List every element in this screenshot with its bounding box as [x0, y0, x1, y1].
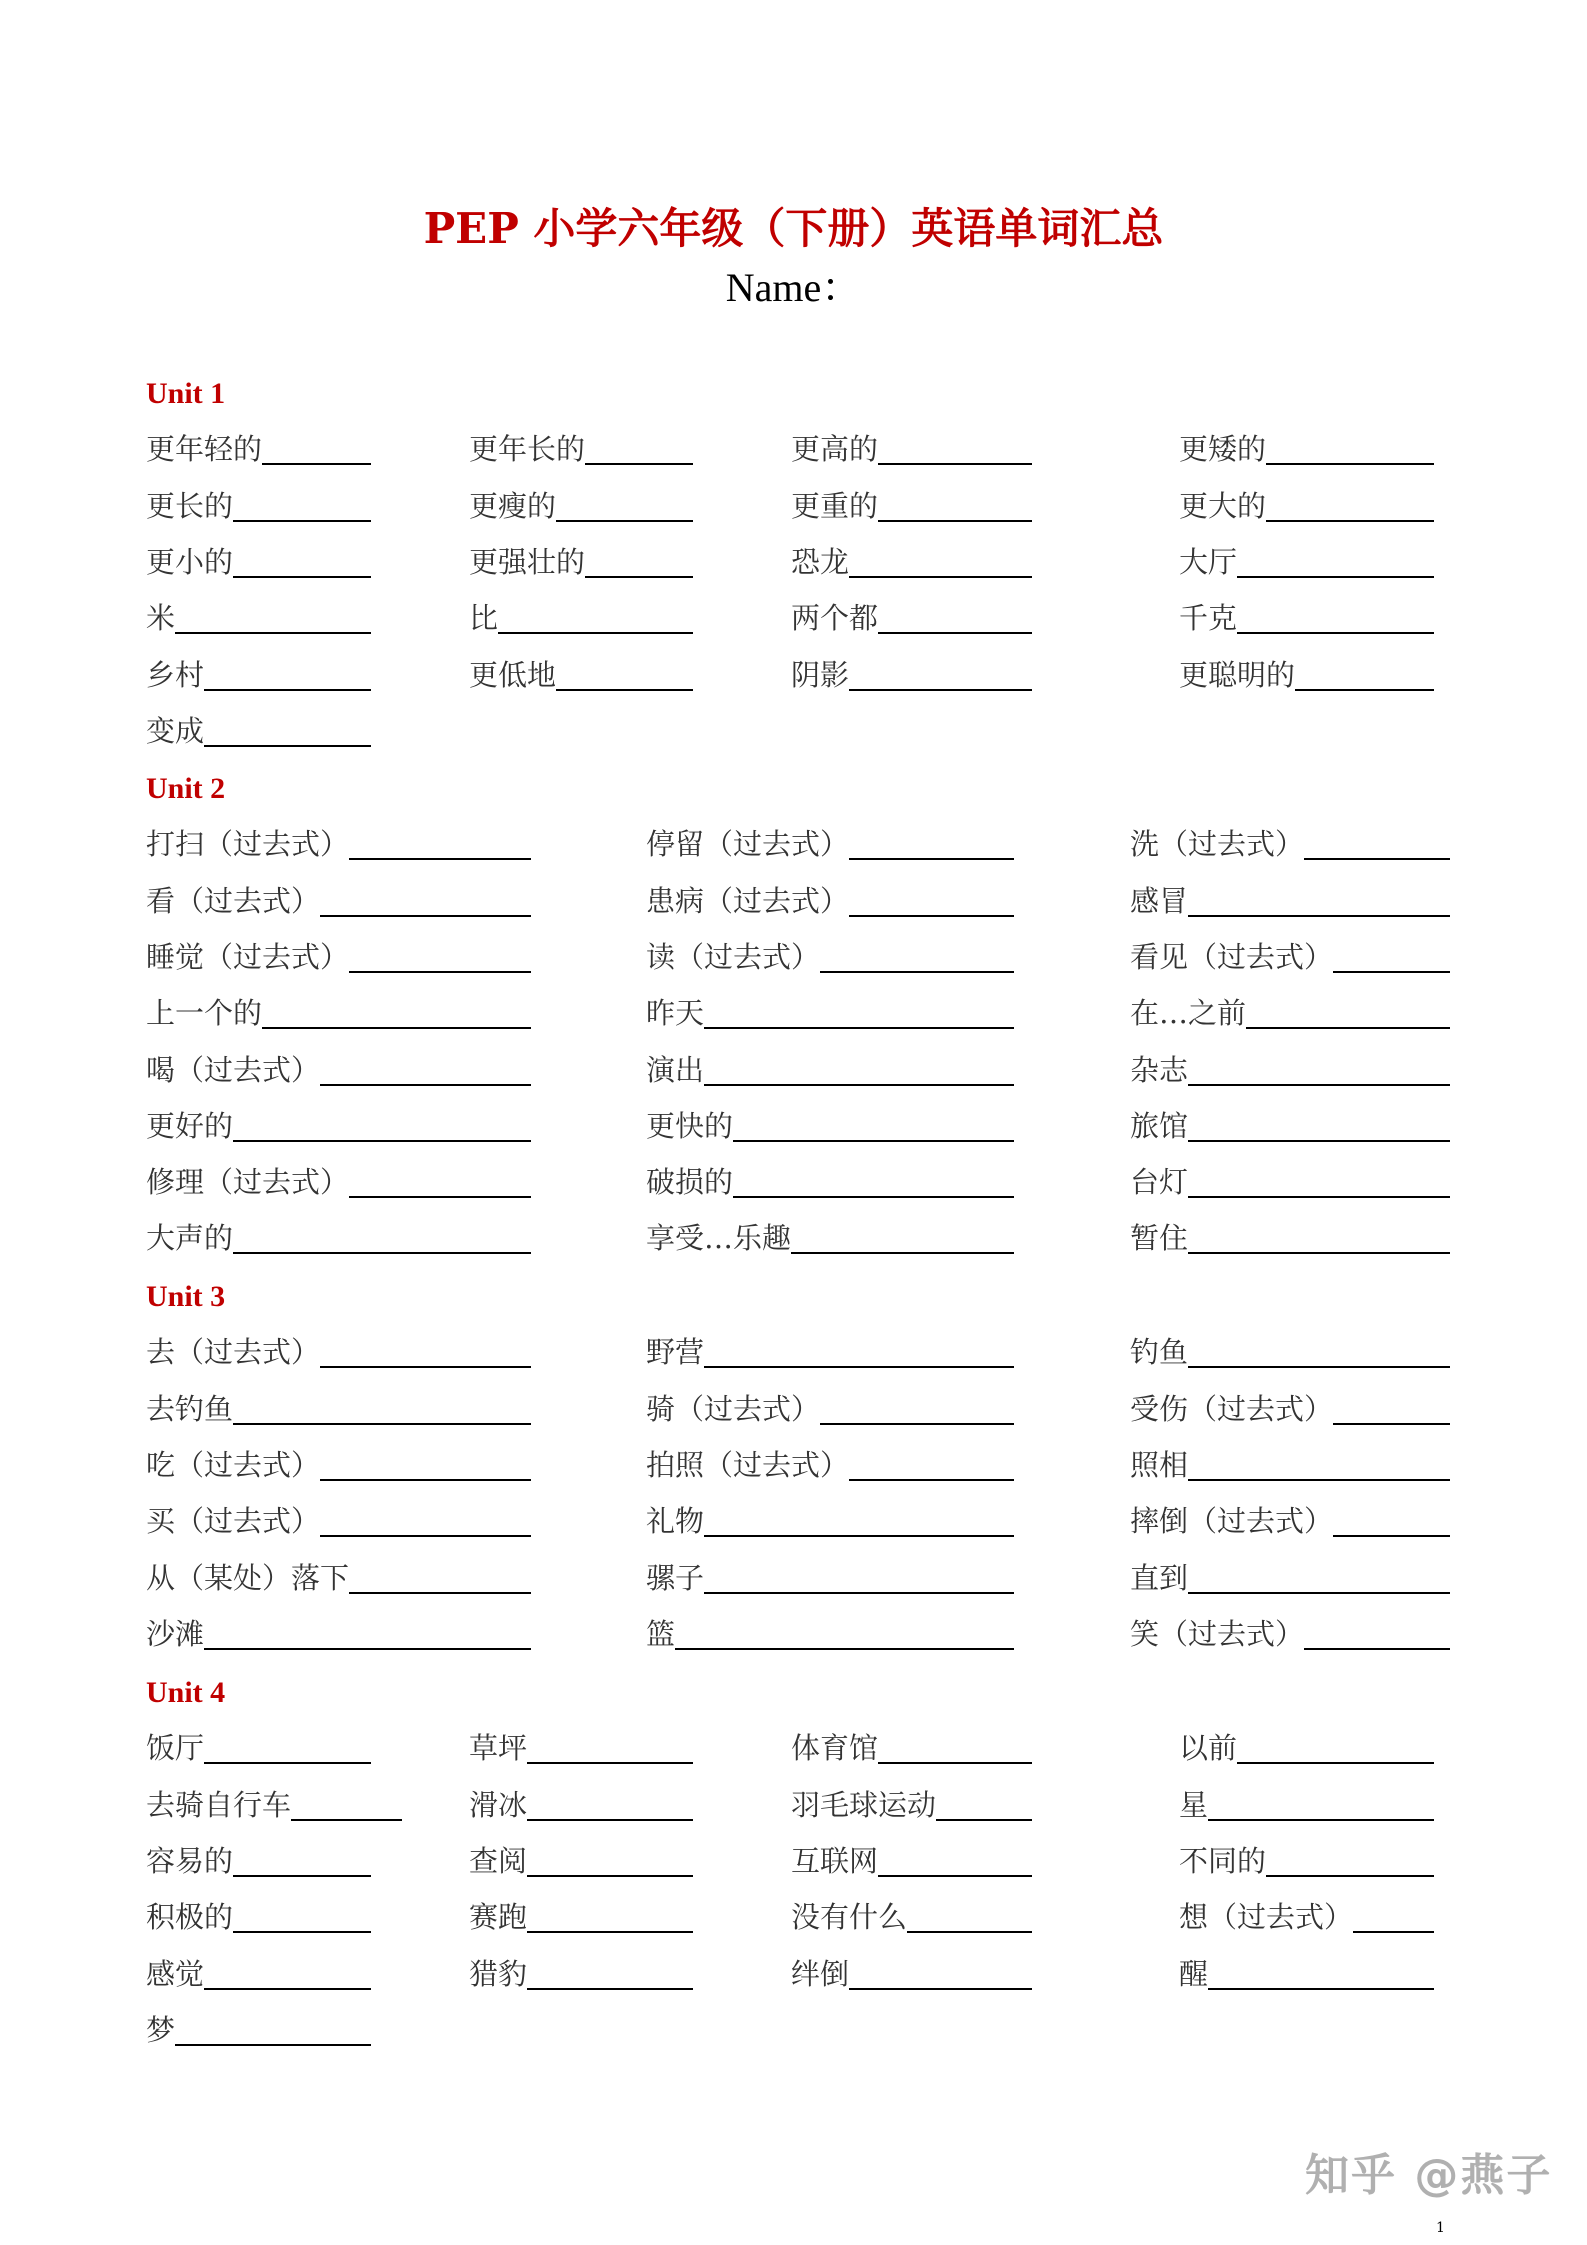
vocab-item: [146, 1389, 531, 1429]
vocab-item: [146, 1841, 371, 1881]
vocab-item: [791, 542, 1032, 582]
vocab-item: [469, 655, 693, 695]
vocab-item: [146, 1954, 371, 1994]
vocab-label: 去骑自行车: [146, 1787, 292, 1822]
vocab-label: 拍照（过去式）: [646, 1447, 850, 1482]
vocab-item: [469, 1897, 693, 1937]
vocab-label: 照相: [1130, 1447, 1189, 1482]
answer-blank: [849, 914, 1014, 917]
answer-blank: [1353, 1930, 1434, 1933]
answer-blank: [175, 2043, 371, 2046]
vocab-label: 更矮的: [1179, 432, 1267, 467]
answer-blank: [233, 519, 371, 522]
vocab-label: 更年轻的: [146, 432, 263, 467]
vocab-item: [791, 598, 1032, 638]
vocab-item: [1130, 1106, 1450, 1146]
page-title: PEP 小学六年级（下册）英语单词汇总: [423, 204, 1164, 253]
vocab-label: 更快的: [646, 1108, 734, 1143]
vocab-item: [791, 1897, 1032, 1937]
answer-blank: [233, 1139, 531, 1142]
answer-blank: [262, 1026, 531, 1029]
vocab-label: 星: [1179, 1787, 1209, 1822]
answer-blank: [349, 857, 531, 860]
vocab-item: [646, 881, 1014, 921]
vocab-item: [1130, 1332, 1450, 1372]
answer-blank: [204, 1987, 371, 1990]
answer-blank: [527, 1930, 693, 1933]
vocab-item: [1130, 1614, 1450, 1654]
answer-blank: [1266, 1874, 1434, 1877]
vocab-item: [1179, 1897, 1434, 1937]
vocab-label: 绊倒: [791, 1956, 850, 1991]
answer-blank: [320, 1365, 531, 1368]
answer-blank: [1188, 1139, 1450, 1142]
vocab-label: 去钓鱼: [146, 1391, 234, 1426]
vocab-label: 更大的: [1179, 488, 1267, 523]
answer-blank: [1333, 970, 1450, 973]
vocab-item: [1130, 824, 1450, 864]
vocab-item: [646, 1050, 1014, 1090]
vocab-label: 修理（过去式）: [146, 1165, 350, 1200]
vocab-item: [1130, 881, 1450, 921]
answer-blank: [233, 1251, 531, 1254]
vocab-label: 暂住: [1130, 1221, 1189, 1256]
answer-blank: [291, 1818, 402, 1821]
vocab-label: 没有什么: [791, 1900, 908, 1935]
vocab-item: [1179, 655, 1434, 695]
vocab-label: 破损的: [646, 1165, 734, 1200]
vocab-item: [146, 1614, 531, 1654]
vocab-label: 更长的: [146, 488, 234, 523]
answer-blank: [320, 1534, 531, 1537]
answer-blank: [585, 462, 693, 465]
answer-blank: [849, 575, 1032, 578]
vocab-item: [146, 1218, 531, 1258]
vocab-item: [146, 1332, 531, 1372]
vocab-item: [646, 1501, 1014, 1541]
vocab-item: [146, 486, 371, 526]
vocab-label: 更低地: [469, 657, 557, 692]
vocab-item: [146, 1050, 531, 1090]
answer-blank: [556, 519, 693, 522]
vocab-label: 互联网: [791, 1843, 879, 1878]
vocab-item: [1130, 1050, 1450, 1090]
vocab-item: [1130, 1389, 1450, 1429]
answer-blank: [1295, 688, 1434, 691]
vocab-item: [469, 1785, 693, 1825]
vocab-label: 睡觉（过去式）: [146, 939, 350, 974]
vocab-item: [646, 993, 1014, 1033]
vocab-item: [146, 881, 531, 921]
answer-blank: [1188, 1365, 1450, 1368]
vocab-item: [1130, 937, 1450, 977]
answer-blank: [175, 631, 371, 634]
answer-blank: [498, 631, 693, 634]
vocab-label: 沙滩: [146, 1616, 205, 1651]
vocab-label: 更聪明的: [1179, 657, 1296, 692]
vocab-item: [646, 1558, 1014, 1598]
answer-blank: [1188, 914, 1450, 917]
answer-blank: [704, 1083, 1014, 1086]
vocab-label: 更重的: [791, 488, 879, 523]
vocab-label: 阴影: [791, 657, 850, 692]
vocab-item: [146, 1106, 531, 1146]
answer-blank: [1333, 1534, 1450, 1537]
vocab-label: 从（某处）落下: [146, 1560, 350, 1595]
vocab-label: 台灯: [1130, 1165, 1189, 1200]
vocab-label: 直到: [1130, 1560, 1189, 1595]
vocab-label: 查阅: [469, 1843, 528, 1878]
vocab-item: [1130, 1162, 1450, 1202]
answer-blank: [1237, 575, 1434, 578]
vocab-label: 比: [469, 601, 499, 636]
vocab-label: 打扫（过去式）: [146, 827, 350, 862]
vocab-item: [1179, 486, 1434, 526]
vocab-label: 读（过去式）: [646, 939, 821, 974]
vocab-label: 饭厅: [146, 1731, 205, 1766]
answer-blank: [233, 1930, 371, 1933]
vocab-label: 积极的: [146, 1900, 234, 1935]
answer-blank: [878, 1761, 1032, 1764]
vocab-item: [646, 937, 1014, 977]
answer-blank: [349, 1195, 531, 1198]
vocab-label: 更强壮的: [469, 544, 586, 579]
vocab-item: [146, 937, 531, 977]
vocab-item: [469, 1841, 693, 1881]
answer-blank: [204, 688, 371, 691]
unit-heading: Unit 1: [146, 377, 226, 410]
vocab-item: [646, 1389, 1014, 1429]
answer-blank: [1188, 1195, 1450, 1198]
vocab-label: 上一个的: [146, 996, 263, 1031]
answer-blank: [1266, 462, 1434, 465]
vocab-item: [646, 1332, 1014, 1372]
vocab-label: 买（过去式）: [146, 1504, 321, 1539]
answer-blank: [849, 857, 1014, 860]
vocab-label: 梦: [146, 2012, 176, 2047]
answer-blank: [791, 1251, 1014, 1254]
vocab-label: 恐龙: [791, 544, 850, 579]
vocab-label: 演出: [646, 1052, 705, 1087]
vocab-label: 赛跑: [469, 1900, 528, 1935]
answer-blank: [556, 688, 693, 691]
vocab-item: [146, 655, 371, 695]
answer-blank: [527, 1761, 693, 1764]
vocab-label: 更小的: [146, 544, 234, 579]
answer-blank: [233, 1422, 531, 1425]
vocab-item: [1179, 1728, 1434, 1768]
page-number: 1: [1436, 2220, 1445, 2236]
vocab-label: 钓鱼: [1130, 1335, 1189, 1370]
answer-blank: [1208, 1818, 1434, 1821]
vocab-item: [646, 1445, 1014, 1485]
vocab-label: 乡村: [146, 657, 205, 692]
vocab-item: [146, 429, 371, 469]
vocab-item: [146, 993, 531, 1033]
vocab-label: 大声的: [146, 1221, 234, 1256]
answer-blank: [233, 575, 371, 578]
vocab-item: [1179, 429, 1434, 469]
answer-blank: [704, 1026, 1014, 1029]
vocab-item: [791, 429, 1032, 469]
answer-blank: [1188, 1251, 1450, 1254]
vocab-item: [146, 1501, 531, 1541]
vocab-label: 变成: [146, 713, 205, 748]
vocab-label: 更高的: [791, 432, 879, 467]
vocab-label: 杂志: [1130, 1052, 1189, 1087]
answer-blank: [936, 1818, 1032, 1821]
vocab-label: 滑冰: [469, 1787, 528, 1822]
vocab-label: 在…之前: [1130, 996, 1247, 1031]
vocab-item: [1130, 1558, 1450, 1598]
vocab-label: 想（过去式）: [1179, 1900, 1354, 1935]
answer-blank: [878, 462, 1032, 465]
vocab-item: [469, 486, 693, 526]
answer-blank: [585, 575, 693, 578]
vocab-label: 更瘦的: [469, 488, 557, 523]
answer-blank: [1304, 857, 1450, 860]
vocab-label: 不同的: [1179, 1843, 1267, 1878]
vocab-label: 看见（过去式）: [1130, 939, 1334, 974]
answer-blank: [733, 1195, 1014, 1198]
answer-blank: [878, 1874, 1032, 1877]
vocab-item: [146, 1445, 531, 1485]
answer-blank: [262, 462, 371, 465]
vocab-label: 感冒: [1130, 883, 1189, 918]
vocab-item: [646, 1162, 1014, 1202]
vocab-item: [146, 824, 531, 864]
answer-blank: [204, 744, 371, 747]
answer-blank: [820, 1422, 1014, 1425]
vocab-label: 草坪: [469, 1731, 528, 1766]
vocab-item: [469, 598, 693, 638]
answer-blank: [820, 970, 1014, 973]
unit-heading: Unit 4: [146, 1676, 226, 1709]
vocab-label: 感觉: [146, 1956, 205, 1991]
vocab-label: 骑（过去式）: [646, 1391, 821, 1426]
vocab-item: [1179, 1841, 1434, 1881]
vocab-item: [469, 429, 693, 469]
vocab-item: [146, 711, 371, 751]
answer-blank: [849, 1478, 1014, 1481]
vocab-label: 笑（过去式）: [1130, 1616, 1305, 1651]
vocab-label: 以前: [1179, 1731, 1238, 1766]
vocab-label: 礼物: [646, 1504, 705, 1539]
vocab-label: 去（过去式）: [146, 1335, 321, 1370]
vocab-item: [1179, 598, 1434, 638]
answer-blank: [849, 688, 1032, 691]
vocab-label: 喝（过去式）: [146, 1052, 321, 1087]
vocab-item: [1179, 1785, 1434, 1825]
answer-blank: [1304, 1647, 1450, 1650]
vocab-item: [146, 1785, 402, 1825]
vocab-item: [646, 1106, 1014, 1146]
vocab-label: 野营: [646, 1335, 705, 1370]
answer-blank: [878, 631, 1032, 634]
vocab-item: [469, 1954, 693, 1994]
answer-blank: [233, 1874, 371, 1877]
answer-blank: [704, 1534, 1014, 1537]
vocab-item: [1130, 1445, 1450, 1485]
answer-blank: [704, 1365, 1014, 1368]
vocab-label: 看（过去式）: [146, 883, 321, 918]
vocab-label: 两个都: [791, 601, 879, 636]
vocab-label: 千克: [1179, 601, 1238, 636]
vocab-item: [1179, 542, 1434, 582]
vocab-label: 更好的: [146, 1108, 234, 1143]
vocab-label: 洗（过去式）: [1130, 827, 1305, 862]
vocab-item: [791, 1954, 1032, 1994]
answer-blank: [675, 1647, 1014, 1650]
vocab-label: 摔倒（过去式）: [1130, 1504, 1334, 1539]
answer-blank: [1208, 1987, 1434, 1990]
vocab-item: [791, 486, 1032, 526]
answer-blank: [907, 1930, 1032, 1933]
unit-heading: Unit 3: [146, 1280, 226, 1313]
vocab-item: [1130, 993, 1450, 1033]
vocab-item: [146, 1728, 371, 1768]
answer-blank: [733, 1139, 1014, 1142]
vocab-label: 受伤（过去式）: [1130, 1391, 1334, 1426]
vocab-label: 昨天: [646, 996, 705, 1031]
vocab-label: 骡子: [646, 1560, 705, 1595]
answer-blank: [1188, 1083, 1450, 1086]
answer-blank: [1237, 1761, 1434, 1764]
vocab-item: [146, 2010, 371, 2050]
answer-blank: [204, 1761, 371, 1764]
answer-blank: [320, 914, 531, 917]
answer-blank: [527, 1874, 693, 1877]
vocab-label: 停留（过去式）: [646, 827, 850, 862]
vocab-item: [146, 1162, 531, 1202]
vocab-item: [791, 655, 1032, 695]
vocab-item: [146, 542, 371, 582]
vocab-item: [1130, 1218, 1450, 1258]
answer-blank: [1333, 1422, 1450, 1425]
vocab-label: 更年长的: [469, 432, 586, 467]
answer-blank: [1237, 631, 1434, 634]
answer-blank: [1266, 519, 1434, 522]
vocab-item: [469, 1728, 693, 1768]
vocab-item: [646, 1218, 1014, 1258]
vocab-label: 容易的: [146, 1843, 234, 1878]
vocab-item: [1130, 1501, 1450, 1541]
answer-blank: [1246, 1026, 1450, 1029]
vocab-item: [1179, 1954, 1434, 1994]
answer-blank: [349, 1591, 531, 1594]
answer-blank: [204, 1647, 531, 1650]
vocab-item: [646, 824, 1014, 864]
vocab-item: [791, 1728, 1032, 1768]
vocab-label: 猎豹: [469, 1956, 528, 1991]
vocab-label: 篮: [646, 1616, 676, 1651]
answer-blank: [878, 519, 1032, 522]
vocab-label: 醒: [1179, 1956, 1209, 1991]
unit-heading: Unit 2: [146, 772, 226, 805]
vocab-label: 享受…乐趣: [646, 1221, 792, 1256]
vocab-item: [469, 542, 693, 582]
answer-blank: [320, 1083, 531, 1086]
vocab-label: 米: [146, 601, 176, 636]
vocab-label: 吃（过去式）: [146, 1447, 321, 1482]
vocab-label: 旅馆: [1130, 1108, 1189, 1143]
vocab-item: [146, 598, 371, 638]
answer-blank: [704, 1591, 1014, 1594]
vocab-item: [791, 1785, 1032, 1825]
vocab-item: [146, 1897, 371, 1937]
answer-blank: [527, 1987, 693, 1990]
answer-blank: [527, 1818, 693, 1821]
vocab-label: 患病（过去式）: [646, 883, 850, 918]
vocab-label: 体育馆: [791, 1731, 879, 1766]
vocab-item: [146, 1558, 531, 1598]
answer-blank: [849, 1987, 1032, 1990]
vocab-label: 羽毛球运动: [791, 1787, 937, 1822]
name-label: Name：: [725, 265, 862, 310]
vocab-item: [646, 1614, 1014, 1654]
answer-blank: [320, 1478, 531, 1481]
answer-blank: [1188, 1478, 1450, 1481]
answer-blank: [1188, 1591, 1450, 1594]
answer-blank: [349, 970, 531, 973]
vocab-label: 大厅: [1179, 544, 1238, 579]
vocab-item: [791, 1841, 1032, 1881]
watermark: 知乎 @燕子: [1305, 2150, 1553, 2201]
